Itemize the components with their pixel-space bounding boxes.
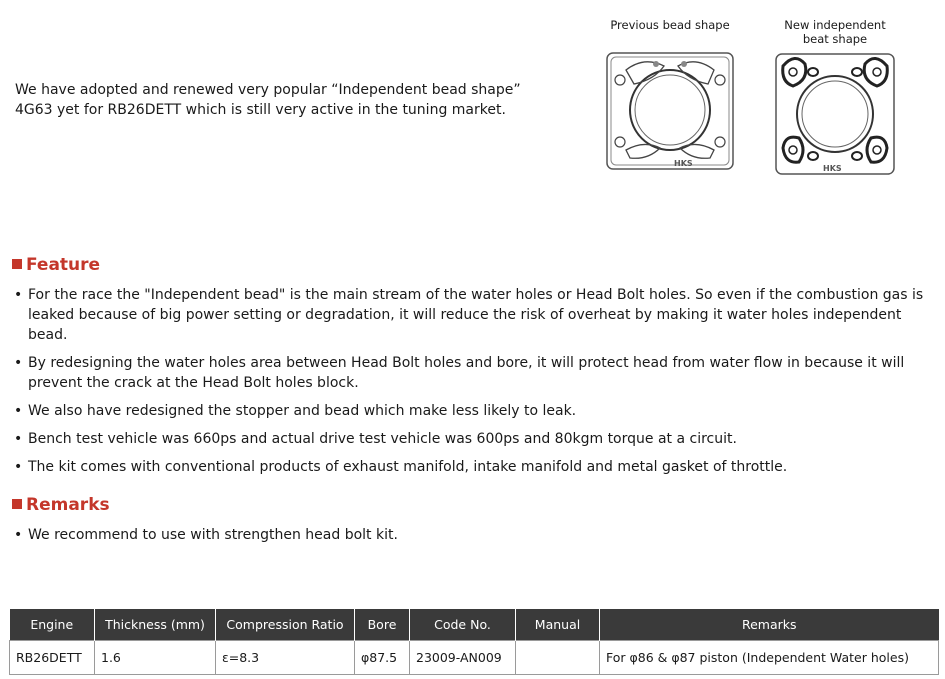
header-manual: Manual [516, 609, 600, 641]
table-row [10, 641, 939, 675]
header-code-no: Code No. [410, 609, 516, 641]
feature-item: • By redesigning the water holes area between Head Bolt holes and bore, it will protect head from water flow in because it will prevent the crack at the Head Bolt holes block. [14, 353, 934, 393]
intro-text [15, 80, 535, 120]
feature-item: • We also have redesigned the stopper and bead which make less likely to leak. [14, 401, 934, 421]
header-thickness: Thickness (mm) [95, 609, 216, 641]
heading-square-icon [12, 259, 22, 269]
cell-thickness: 1.6 [95, 641, 216, 675]
table-header-row [10, 609, 939, 641]
remarks-item: • We recommend to use with strengthen head bolt kit. [14, 525, 934, 545]
remarks-heading [12, 494, 110, 516]
feature-item: • Bench test vehicle was 660ps and actual drive test vehicle was 600ps and 80kgm torque at a circuit. [14, 429, 934, 449]
intro-line-1: We have adopted and renewed very popular “Independent bead shape” [15, 82, 521, 98]
feature-item: • The kit comes with conventional products of exhaust manifold, intake manifold and metal gasket of throttle. [14, 457, 934, 477]
header-engine: Engine [10, 609, 95, 641]
figure-previous-caption: Previous bead shape [610, 18, 730, 32]
heading-square-icon [12, 499, 22, 509]
cell-code-no: 23009-AN009 [410, 641, 516, 675]
cell-manual [516, 641, 600, 675]
header-remarks: Remarks [600, 609, 939, 641]
figure-new-caption-1: New independent [784, 18, 886, 32]
header-bore: Bore [355, 609, 410, 641]
hks-logo-previous: HKS [674, 159, 693, 168]
hks-logo-new: HKS [823, 164, 842, 173]
feature-heading-label: Feature [26, 255, 101, 275]
feature-heading [12, 254, 100, 276]
figure-previous-bead [600, 18, 740, 172]
cell-engine: RB26DETT [10, 641, 95, 675]
remarks-list [14, 525, 934, 553]
cell-bore: φ87.5 [355, 641, 410, 675]
cell-compression-ratio: ε=8.3 [216, 641, 355, 675]
gasket-new-image [773, 50, 897, 178]
cell-remarks: For φ86 & φ87 piston (Independent Water holes) [600, 641, 939, 675]
intro-line-2: 4G63 yet for RB26DETT which is still very active in the tuning market. [15, 102, 506, 118]
header-compression-ratio: Compression Ratio [216, 609, 355, 641]
feature-item: • For the race the "Independent bead" is the main stream of the water holes or Head Bolt holes. So even if the combustion gas is leaked because of big power setting or degradation, it will reduce the risk of overheat by making it water holes independent bead. [14, 285, 934, 345]
feature-list [14, 285, 934, 485]
remarks-heading-label: Remarks [26, 495, 110, 515]
spec-table [9, 609, 939, 675]
gasket-previous-image [604, 50, 736, 172]
figure-new-caption-2: beat shape [802, 32, 868, 46]
figure-new-bead [765, 18, 905, 178]
